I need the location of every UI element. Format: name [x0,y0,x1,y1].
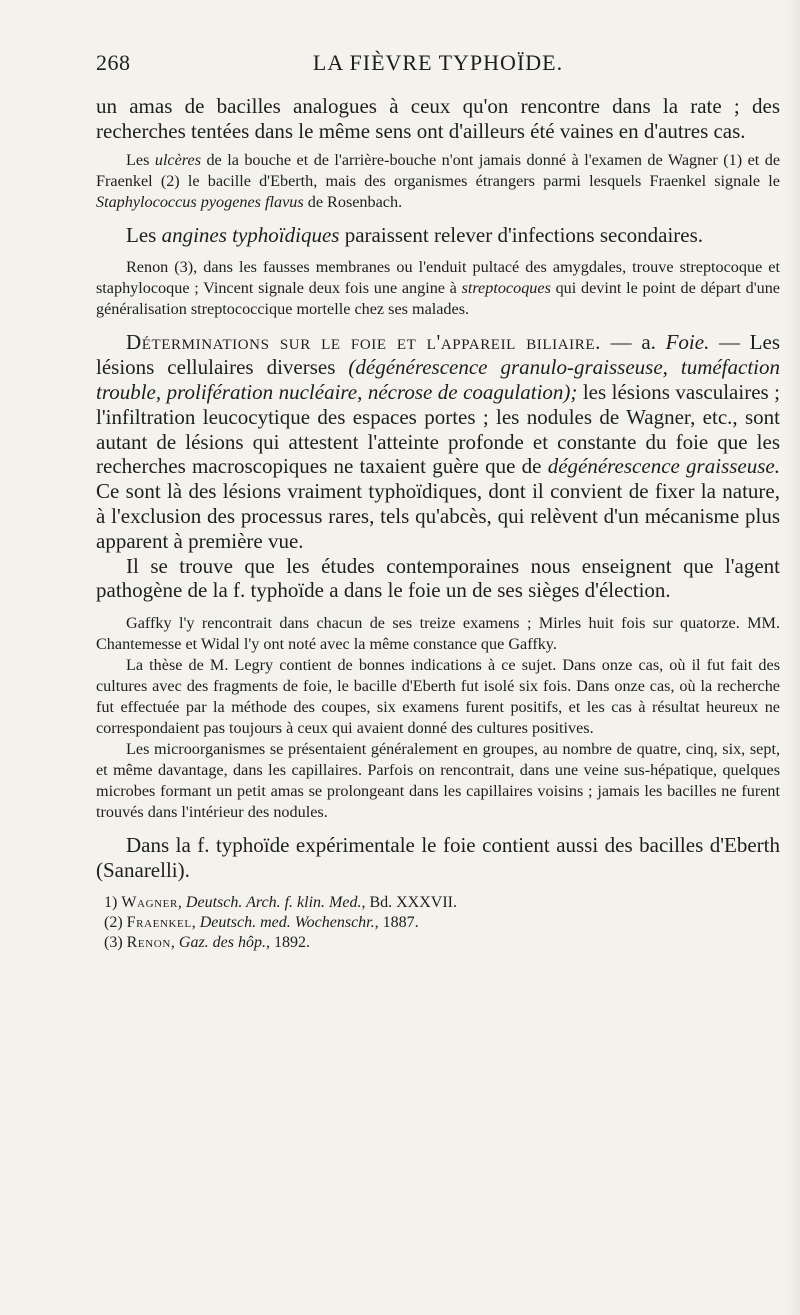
text-run: les lésions vasculaires ; l'infiltration leucocytique des espaces portes ; les nodules de Wagner, etc., sont autant de lésions qui attestent l'atteinte profonde et constante du foie que les recherches macroscopiques ne taxaient guère que de [96,379,780,479]
italic-term: streptocoques [461,279,551,298]
text-run: de la bouche et de l'arrière-bouche n'ont jamais donné à l'examen de Wagner (1) et de Fraenkel (2) le bacille d'Eberth, mais des organismes étrangers parmi lesquels Fraenkel signale le [96,150,780,190]
italic-term: angines typhoïdiques [161,222,340,247]
text-run: qui devint le point de départ d'une généralisation streptococcique mortelle chez ses malades. [96,279,780,319]
footnotes [96,893,780,953]
paragraph-experimentale: Dans la f. typhoïde expérimentale le foie contient aussi des bacilles d'Eberth (Sanarelli). [96,833,780,882]
italic-term: ulcères [154,150,201,169]
italic-term: Staphylococcus pyogenes flavus [96,192,304,211]
paragraph-legry: La thèse de M. Legry contient de bonnes indications à ce sujet. Dans onze cas, où il fut fait des cultures avec des fragments de foie, le bacille d'Eberth fut isolé six fois. Dans onze cas, où la recherche fut effectuée par la méthode des coupes, six examens furent positifs, et les cas à résultat heureux ne correspondaient pas toujours à ceux qui avaient donné des cultures positives. [96,656,780,738]
section-heading: Déterminations sur le foie et l'appareil biliaire. [126,330,601,355]
text-run: Renon (3), dans les fausses membranes ou l'enduit pultacé des amygdales, trouve streptocoque et staphylocoque ; Vincent signale deux fois une angine à [96,258,780,298]
paragraph-angines [96,223,780,248]
page-header [96,50,780,80]
page-body [96,94,780,953]
paragraph-agent-pathogene: Il se trouve que les études contemporaines nous enseignent que l'agent pathogène de la f. typhoïde a dans le foie un de ses sièges d'élection. [96,553,780,603]
paragraph-microorganismes: Les microorganismes se présentaient généralement en groupes, au nombre de quatre, cinq, six, sept, et même davantage, dans les capillaires. Parfois on rencontrait, dans une veine sus-hépatique, quelques microbes formant un petit amas se prolongeant dans les capillaires voisins ; jamais les bacilles ne furent trouvés dans l'intérieur des nodules. [96,740,780,822]
page-number: 268 [96,50,131,75]
footnote-3: (3) Renon, Gaz. des hôp., 1892. [104,933,310,951]
text-run: — Les lésions cellulaires diverses [96,330,780,380]
text-run: — a. [601,330,666,355]
running-title: LA FIÈVRE TYPHOÏDE. [312,50,564,75]
footnote-2: (2) Fraenkel, Deutsch. med. Wochenschr., 1887. [104,913,419,931]
paragraph-foie [96,330,780,553]
text-run: paraissent relever d'infections secondaires. [339,222,704,247]
paragraph-ulceres [96,150,780,213]
paragraph-renon [96,257,780,320]
italic-term: Foie. [665,330,710,355]
text-run: Les [126,150,155,169]
italic-term: dégénérescence graisseuse. [547,454,780,479]
page-edge [786,0,800,1315]
paragraph-gaffky: Gaffky l'y rencontrait dans chacun de ses treize examens ; Mirles huit fois sur quatorze. MM. Chantemesse et Widal l'y ont noté avec la même constance que Gaffky. [96,614,780,654]
text-run: de Rosenbach. [303,192,403,211]
paragraph-continuation: un amas de bacilles analogues à ceux qu'on rencontre dans la rate ; des recherches tentées dans le même sens ont d'ailleurs été vaines en d'autres cas. [96,94,780,143]
footnote-1: 1) Wagner, Deutsch. Arch. f. klin. Med., Bd. XXXVII. [104,893,457,911]
italic-term: (dégénérescence granulo-graisseuse, tuméfaction trouble, prolifération nucléaire, nécrose de coagulation); [96,355,781,404]
text-run: Les [126,222,162,247]
text-run: Ce sont là des lésions vraiment typhoïdiques, dont il convient de fixer la nature, à l'exclusion des processus rares, tels qu'abcès, qui relèvent d'un mécanisme plus apparent à première vue. [96,479,780,553]
